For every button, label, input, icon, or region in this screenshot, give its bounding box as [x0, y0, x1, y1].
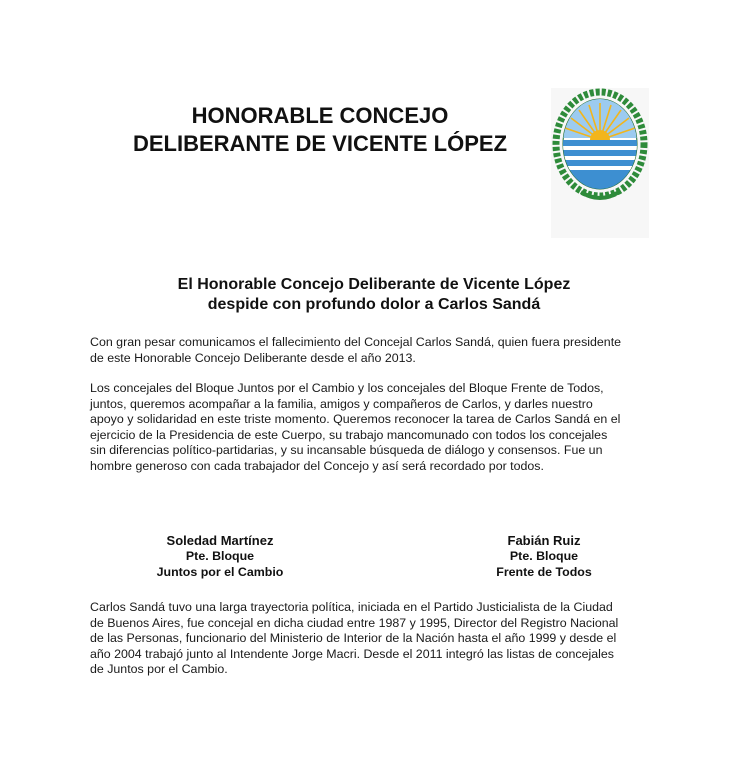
paragraph-line: Con gran pesar comunicamos el fallecimiento del Concejal Carlos Sandá, quien fuera presidente: [90, 335, 622, 349]
paragraph-line: de las Personas, funcionario del Ministerio de Interior de la Nación hasta el año 1999 y desde el: [90, 631, 617, 645]
headline-line-1: El Honorable Concejo Deliberante de Vicente López: [177, 276, 571, 293]
paragraph-condolences: [90, 381, 658, 474]
headline: [80, 275, 668, 315]
paragraph-line: de este Honorable Concejo Deliberante desde el año 2013.: [90, 350, 416, 365]
signer-bloc: Juntos por el Cambio: [156, 564, 284, 579]
signer-name: Fabián Ruiz: [507, 533, 581, 548]
signer-right: [444, 533, 644, 580]
signer-role: Pte. Bloque: [185, 549, 255, 563]
signer-role: Pte. Bloque: [509, 549, 579, 563]
paragraph-line: hombre generoso con cada trabajador del Concejo y así será recordado por todos.: [90, 458, 544, 473]
paragraph-announcement: [90, 335, 658, 366]
coat-of-arms-seal-icon: [551, 88, 649, 238]
paragraph-line: apoyo y solidaridad en este triste momento. Queremos reconocer la tarea de Carlos Sandá en el: [90, 412, 621, 426]
paragraph-line: Los concejales del Bloque Juntos por el Cambio y los concejales del Bloque Frente de Todos,: [90, 381, 604, 395]
paragraph-line: Carlos Sandá tuvo una larga trayectoria política, iniciada en el Partido Justicialista de la Ciudad: [90, 600, 613, 614]
paragraph-line: de Buenos Aires, fue concejal en dicha ciudad entre 1987 y 1995, Director del Registro Nacional: [90, 615, 619, 630]
header-title: [60, 102, 580, 158]
signer-bloc: Frente de Todos: [496, 564, 592, 579]
paragraph-line: sin diferencias político-partidarias, y su incansable búsqueda de diálogo y consensos. Fue un: [90, 443, 603, 457]
headline-line-2: despide con profundo dolor a Carlos Sandá: [207, 296, 541, 313]
paragraph-line: de Juntos por el Cambio.: [90, 662, 228, 676]
signer-left: [120, 533, 320, 580]
paragraph-line: año 2004 trabajó junto al Intendente Jorge Macri. Desde el 2011 integró las listas de concejales: [90, 646, 614, 661]
paragraph-line: juntos, queremos acompañar a la familia, amigos y compañeros de Carlos, y darles nuestro: [90, 396, 593, 411]
paragraph-line: ejercicio de la Presidencia de este Cuerpo, su trabajo mancomunado con todos los concejales: [90, 427, 608, 442]
header-title-line-1: HONORABLE CONCEJO: [191, 103, 449, 128]
paragraph-biography: [90, 600, 658, 678]
header-title-line-2: DELIBERANTE DE VICENTE LÓPEZ: [132, 131, 508, 156]
signer-name: Soledad Martínez: [166, 533, 274, 548]
